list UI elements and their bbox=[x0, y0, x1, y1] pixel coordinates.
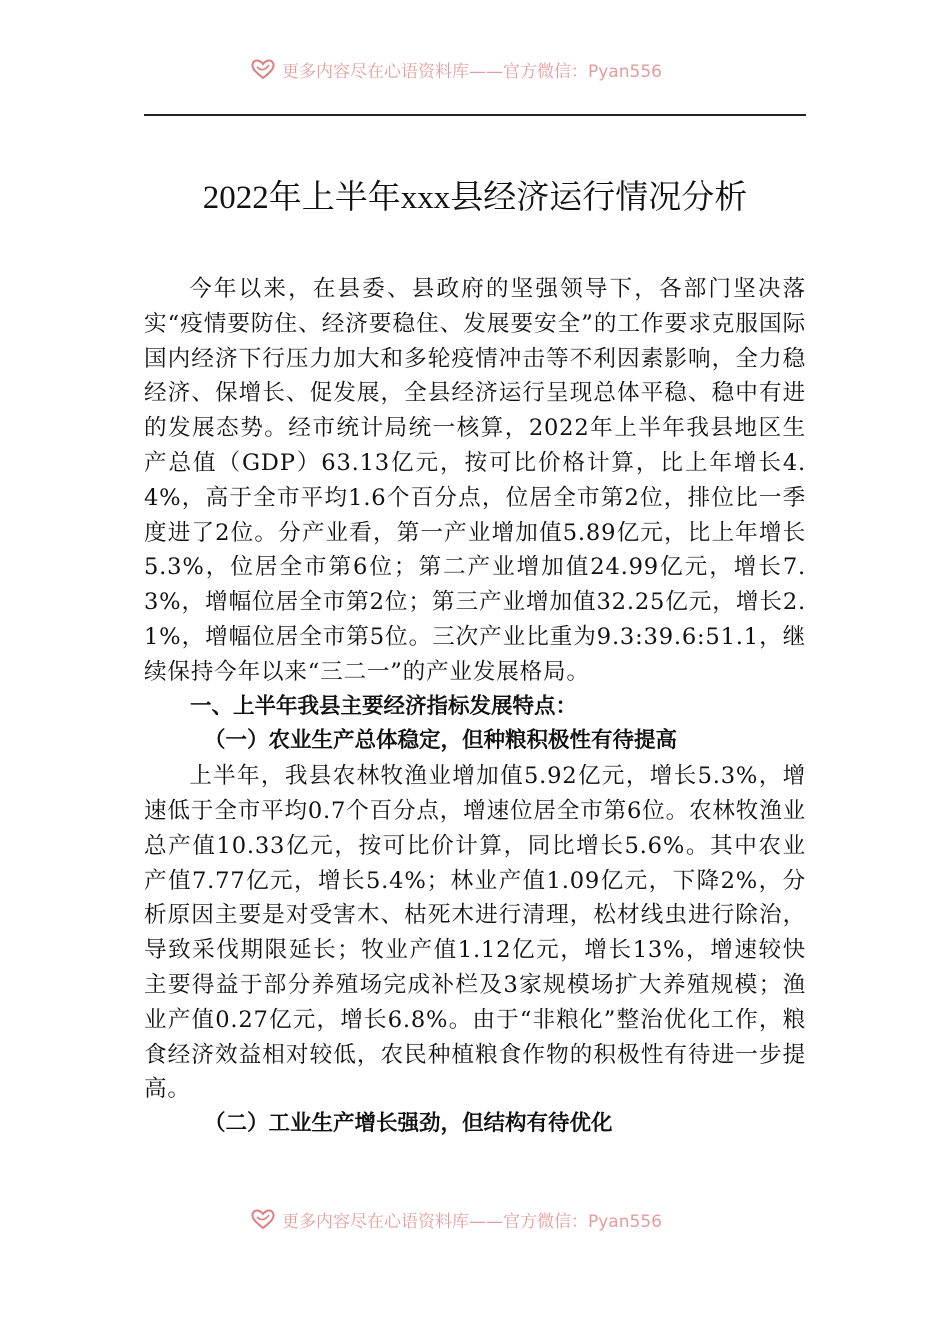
subsection-heading-agriculture: （一）农业生产总体稳定，但种粮积极性有待提高 bbox=[204, 728, 678, 754]
intro-paragraph: 今年以来，在县委、县政府的坚强领导下，各部门坚决落实“疫情要防住、经济要稳住、发展要安全”的工作要求克服国际国内经济下行压力加大和多轮疫情冲击等不利因素影响，全力稳经济、保增长、促发展，全县经济运行呈现总体平稳、稳中有进的发展态势。经市统计局统一核算，2022年上半年我县地区生产总值（GDP）63.13亿元，按可比价格计算，比上年增长4.4%，高于全市平均1.6个百分点，位居全市第2位，排位比一季度进了2位。分产业看，第一产业增加值5.89亿元，比上年增长5.3%，位居全市第6位；第二产业增加值24.99亿元，增长7.3%，增幅位居全市第2位；第三产业增加值32.25亿元，增长2.1%，增幅位居全市第5位。三次产业比重为9.3:39.6:51.1，继续保持今年以来“三二一”的产业发展格局。 bbox=[144, 276, 806, 685]
section-heading: 一、上半年我县主要经济指标发展特点： bbox=[190, 693, 578, 719]
heart-logo-icon bbox=[250, 58, 276, 80]
watermark-bottom bbox=[250, 1204, 730, 1234]
agriculture-paragraph: 上半年，我县农林牧渔业增加值5.92亿元，增长5.3%，增速低于全市平均0.7个百分点，增速位居全市第6位。农林牧渔业总产值10.33亿元，按可比价计算，同比增长5.6%。其中农业产值7.77亿元，增长5.4%；林业产值1.09亿元，下降2%，分析原因主要是对受害木、枯死木进行清理，松材线虫进行除治，导致采伐期限延长；牧业产值1.12亿元，增长13%，增速较快主要得益于部分养殖场完成补栏及3家规模场扩大养殖规模；渔业产值0.27亿元，增长6.8%。由于“非粮化”整治优化工作，粮食经济效益相对较低，农民种植粮食作物的积极性有待进一步提高。 bbox=[144, 763, 806, 1103]
watermark-text: 更多内容尽在心语资料库——官方微信：Pyan556 bbox=[282, 1211, 662, 1232]
header-rule bbox=[144, 114, 806, 116]
document-title: 2022年上半年xxx县经济运行情况分析 bbox=[202, 180, 748, 216]
heart-logo-icon bbox=[250, 1208, 276, 1230]
subsection-heading-industry: （二）工业生产增长强劲，但结构有待优化 bbox=[204, 1111, 613, 1137]
watermark-text: 更多内容尽在心语资料库——官方微信：Pyan556 bbox=[282, 61, 662, 82]
document-body bbox=[144, 272, 806, 1142]
watermark-top bbox=[250, 54, 730, 84]
